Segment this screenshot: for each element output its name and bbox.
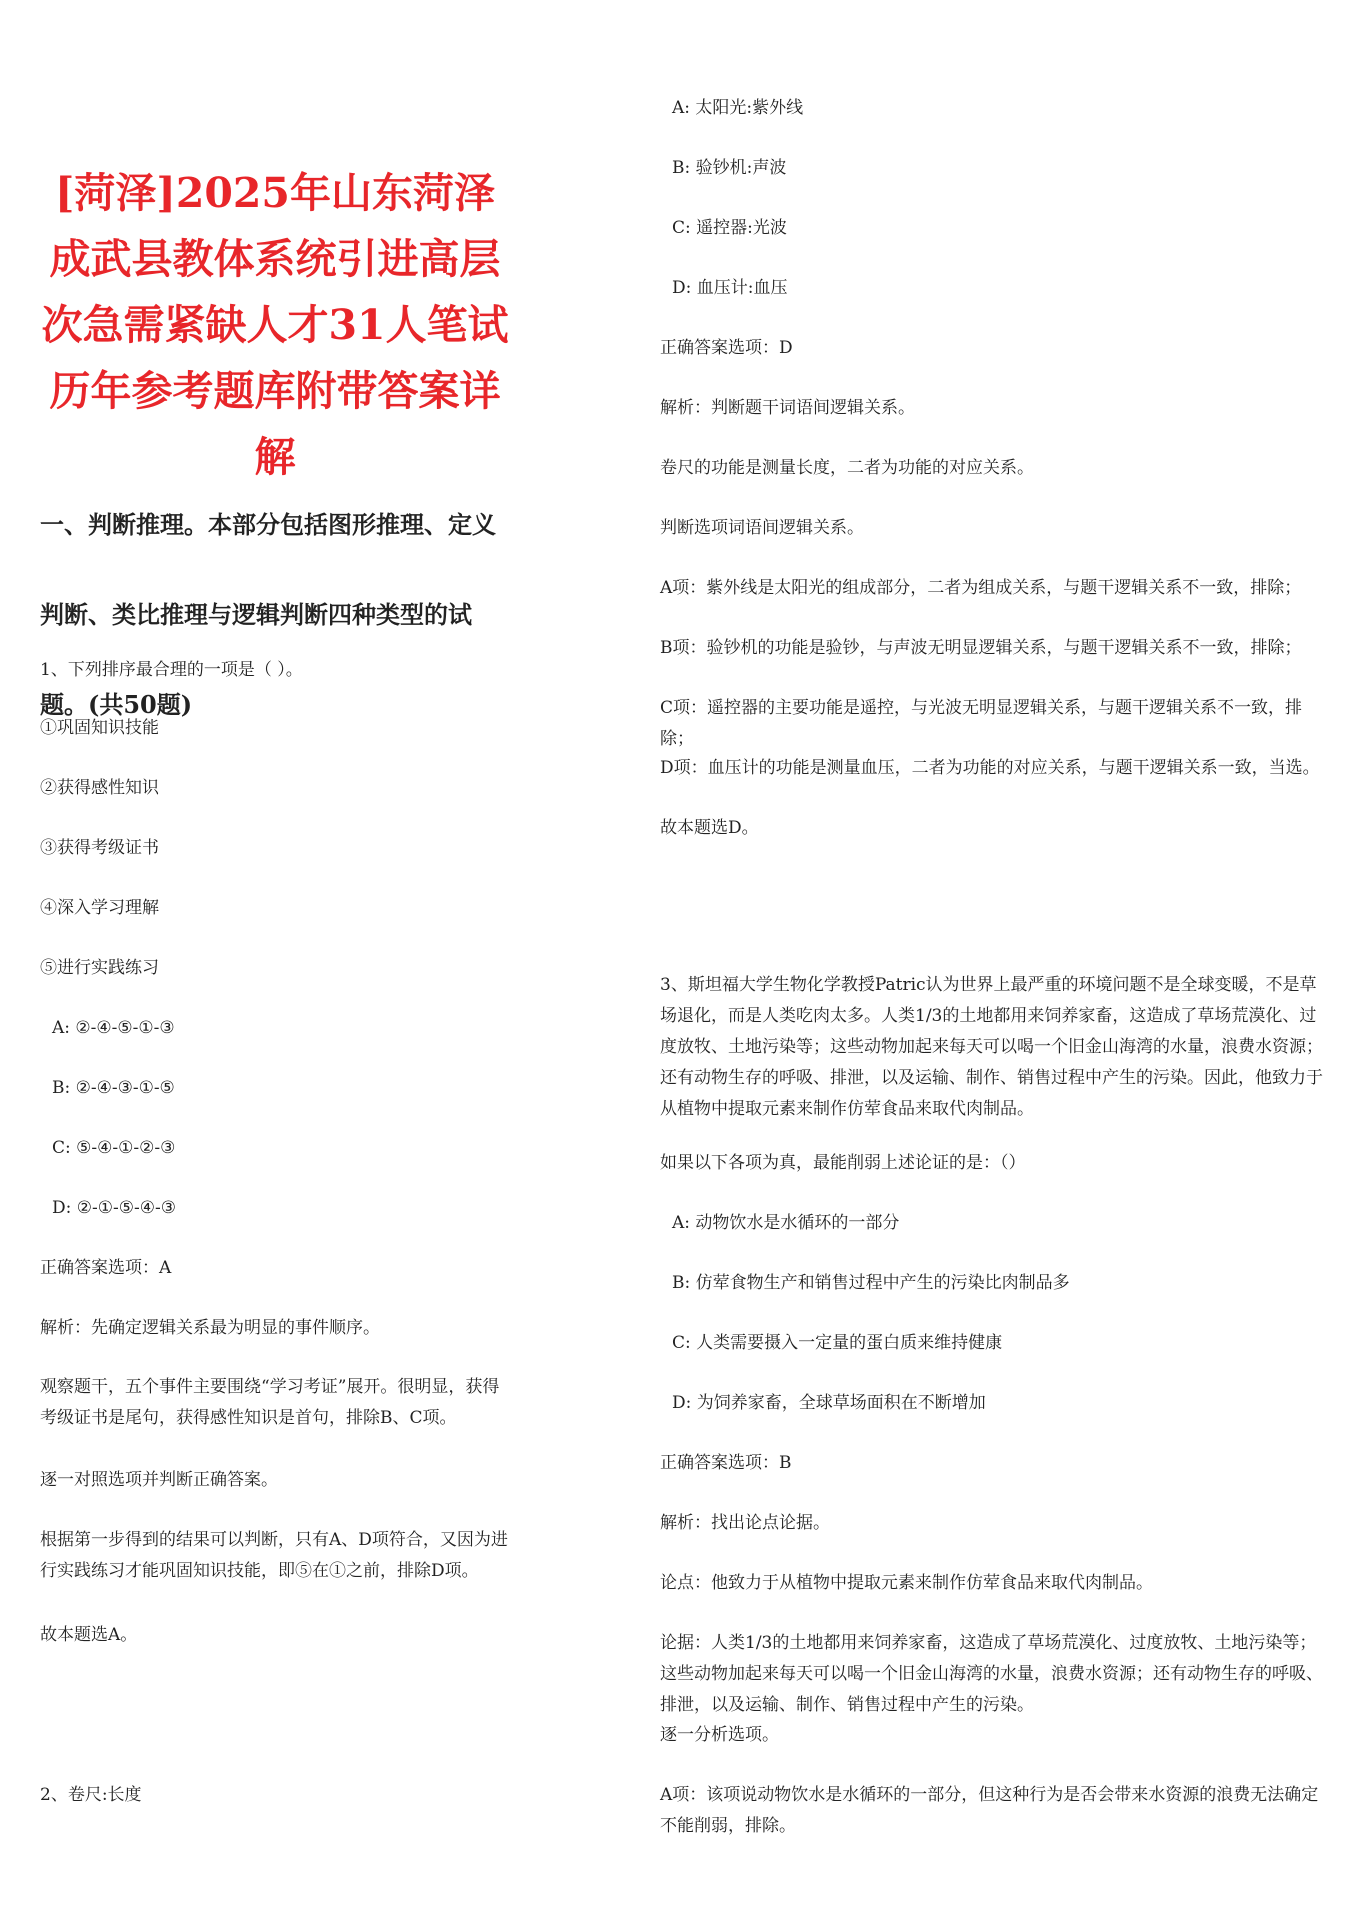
q1-option-c: C: ⑤-④-①-②-③ <box>52 1138 176 1158</box>
q2-analysis: C项：遥控器的主要功能是遥控，与光波无明显逻辑关系，与题干逻辑关系不一致，排除； <box>660 698 1303 749</box>
q1-item: ⑤进行实践练习 <box>40 958 159 978</box>
q2-analysis: A项：紫外线是太阳光的组成部分，二者为组成关系，与题干逻辑关系不一致，排除； <box>660 578 1302 598</box>
q2-analysis: 解析：判断题干词语间逻辑关系。 <box>660 398 915 418</box>
q3-option-b: B: 仿荤食物生产和销售过程中产生的污染比肉制品多 <box>672 1273 1070 1293</box>
q2-analysis: D项：血压计的功能是测量血压，二者为功能的对应关系，与题干逻辑关系一致，当选。 <box>660 758 1320 778</box>
q2-analysis: B项：验钞机的功能是验钞，与声波无明显逻辑关系，与题干逻辑关系不一致，排除； <box>660 638 1302 658</box>
q1-analysis: 故本题选A。 <box>40 1625 138 1645</box>
q1-item: ①巩固知识技能 <box>40 718 159 738</box>
q3-analysis: 论据：人类1/3的土地都用来饲养家畜，这造成了草场荒漠化、过度放牧、土地污染等；这些动物加起来每天可以喝一个旧金山海湾的水量，浪费水资源；还有动物生存的呼吸、排泄，以及运输、制作、销售过程中产生的污染。 <box>660 1633 1323 1715</box>
q3-answer: 正确答案选项：B <box>660 1453 792 1473</box>
q2-option-c: C: 遥控器:光波 <box>672 218 787 238</box>
q2-analysis: 卷尺的功能是测量长度，二者为功能的对应关系。 <box>660 458 1034 478</box>
q1-item: ④深入学习理解 <box>40 898 159 918</box>
q1-stem: 1、下列排序最合理的一项是（ ）。 <box>40 660 303 680</box>
q1-option-a: A: ②-④-⑤-①-③ <box>52 1018 175 1038</box>
q1-option-b: B: ②-④-③-①-⑤ <box>52 1078 175 1098</box>
q3-analysis: 解析：找出论点论据。 <box>660 1513 830 1533</box>
q3-option-a: A: 动物饮水是水循环的一部分 <box>672 1213 900 1233</box>
q2-analysis: 故本题选D。 <box>660 818 759 838</box>
q2-answer: 正确答案选项：D <box>660 338 793 358</box>
q1-option-d: D: ②-①-⑤-④-③ <box>52 1198 176 1218</box>
q3-analysis: A项：该项说动物饮水是水循环的一部分，但这种行为是否会带来水资源的浪费无法确定不能削弱，排除。 <box>660 1785 1319 1836</box>
section-heading: 一、判断推理。本部分包括图形推理、定义判断、类比推理与逻辑判断四种类型的试题。(共50题) <box>40 510 496 719</box>
q3-option-c: C: 人类需要摄入一定量的蛋白质来维持健康 <box>672 1333 1003 1353</box>
q1-analysis: 观察题干，五个事件主要围绕“学习考证”展开。很明显，获得考级证书是尾句，获得感性知识是首句，排除B、C项。 <box>40 1377 500 1428</box>
q1-analysis: 逐一对照选项并判断正确答案。 <box>40 1470 278 1490</box>
q3-analysis: 逐一分析选项。 <box>660 1725 779 1745</box>
q2-option-b: B: 验钞机:声波 <box>672 158 787 178</box>
q2-option-d: D: 血压计:血压 <box>672 278 788 298</box>
q2-stem: 2、卷尺:长度 <box>40 1785 142 1805</box>
q2-option-a: A: 太阳光:紫外线 <box>672 98 804 118</box>
q1-answer: 正确答案选项：A <box>40 1258 172 1278</box>
q3-stem: 3、斯坦福大学生物化学教授Patric认为世界上最严重的环境问题不是全球变暖，不是草场退化，而是人类吃肉太多。人类1/3的土地都用来饲养家畜，这造成了草场荒漠化、过度放牧、土地污染等；这些动物加起来每天可以喝一个旧金山海湾的水量，浪费水资源；还有动物生存的呼吸、排泄，以及运输、制作、销售过程中产生的污染。因此，他致力于从植物中提取元素来制作仿荤食品来取代肉制品。 <box>660 975 1323 1119</box>
q3-question: 如果以下各项为真，最能削弱上述论证的是：（） <box>660 1153 1026 1173</box>
q3-analysis: 论点：他致力于从植物中提取元素来制作仿荤食品来取代肉制品。 <box>660 1573 1153 1593</box>
q1-analysis: 根据第一步得到的结果可以判断，只有A、D项符合，又因为进行实践练习才能巩固知识技能，即⑤在①之前，排除D项。 <box>40 1530 508 1581</box>
q1-item: ③获得考级证书 <box>40 838 159 858</box>
q1-item: ②获得感性知识 <box>40 778 159 798</box>
q2-analysis: 判断选项词语间逻辑关系。 <box>660 518 864 538</box>
q3-option-d: D: 为饲养家畜，全球草场面积在不断增加 <box>672 1393 986 1413</box>
document-title: [菏泽]2025年山东菏泽成武县教体系统引进高层次急需紧缺人才31人笔试历年参考题库附带答案详解 <box>41 169 509 481</box>
q1-analysis: 解析：先确定逻辑关系最为明显的事件顺序。 <box>40 1318 380 1338</box>
